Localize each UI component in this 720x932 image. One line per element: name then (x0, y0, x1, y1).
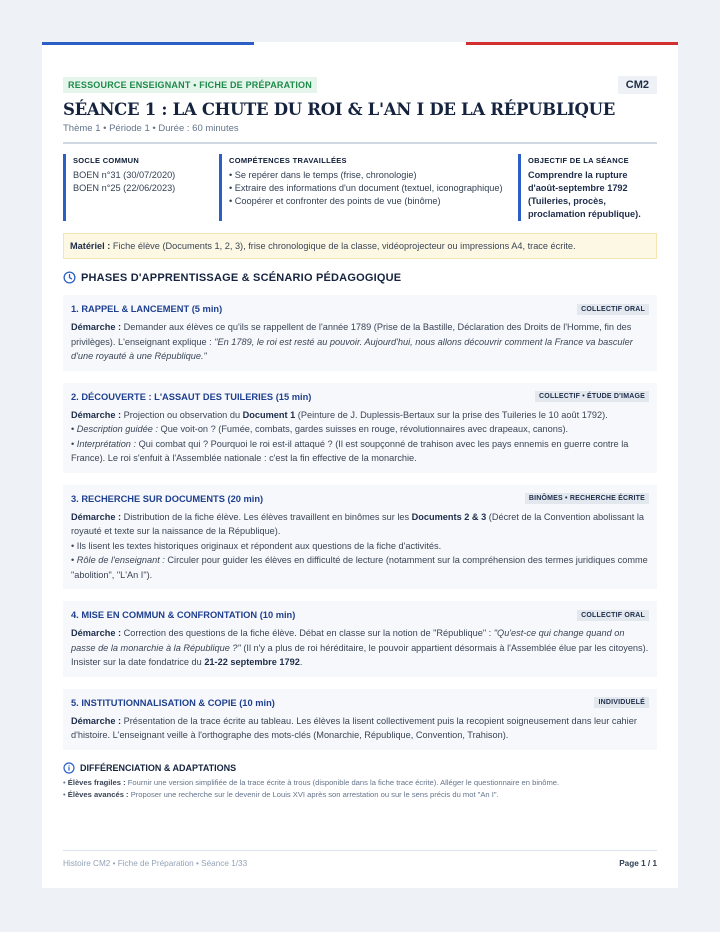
differenciation-text: Fournir une version simplifiée de la trace écrite à trous (disponible dans la fiche trace écrite). Alléger le questionnaire en binôme. (127, 777, 560, 787)
phase-card (63, 689, 657, 750)
socle-commun-block (63, 154, 212, 221)
group-label: Élèves avancés : (67, 790, 129, 799)
phase-paragraph: • Description guidée : Que voit-on ? (Fumée, combats, gardes suisses en rouge, révolutionnaires avec drapeaux, canons). (71, 424, 569, 434)
phase-card (63, 295, 657, 371)
resource-tag: RESSOURCE ENSEIGNANT • FICHE DE PRÉPARATION (63, 77, 317, 93)
phase-text: Présentation de la trace écrite au tableau. Les élèves la lisent collectivement puis la recopient soigneusement dans leur cahier d'histoire. L'enseignant veille à l'orthographe des mots-clés (Monarchie, République, Convention, Trahison). (71, 715, 637, 740)
phase-body (71, 714, 649, 743)
phase-title: 2. DÉCOUVERTE : L'ASSAUT DES TUILERIES (15 min) (71, 391, 312, 402)
key-date: 21-22 septembre 1792 (204, 657, 300, 667)
page-subtitle: Thème 1 • Période 1 • Durée : 60 minutes (63, 123, 239, 134)
phase-mode-badge: INDIVIDUELÉ (594, 697, 649, 708)
flag-stripe-blue (42, 42, 254, 45)
differenciation-item: • Élèves fragiles : Fournir une version simplifiée de la trace écrite à trous (disponible dans la fiche trace écrite). Alléger le questionnaire en binôme. (63, 777, 560, 787)
phase-text: Que voit-on ? (Fumée, combats, gardes suisses en rouge, révolutionnaires avec drapeaux, canons). (160, 424, 569, 434)
phase-header (71, 696, 649, 710)
demarche-label: Démarche : (71, 628, 122, 638)
competence-item: • Coopérer et confronter des points de vue (binôme) (228, 196, 441, 206)
header-divider (63, 142, 657, 144)
page-content (63, 76, 657, 802)
phases-list (63, 295, 657, 750)
page-footer (63, 850, 657, 868)
socle-line: BOEN n°25 (22/06/2023) (73, 183, 176, 193)
clock-icon (63, 271, 76, 284)
phase-quote: "En 1789, le roi est resté au pouvoir. Aujourd'hui, nous allons découvrir comment la France va basculer d'une royauté à une République." (71, 336, 633, 361)
differenciation-text: Proposer une recherche sur le devenir de Louis XVI après son arrestation ou sur le sens précis du mot "An I". (130, 790, 499, 799)
demarche-label: Démarche : (71, 322, 122, 332)
phase-body (71, 510, 649, 583)
objectif-text: Comprendre la rupture d'août-septembre 1792 (Tuileries, procès, proclamation république). (527, 170, 641, 219)
step-label: Interprétation : (76, 438, 137, 449)
differenciation-label: DIFFÉRENCIATION & ADAPTATIONS (80, 762, 237, 773)
step-label: Description guidée : (76, 424, 158, 434)
flag-stripe-white (254, 42, 466, 45)
phase-text: Distribution de la fiche élève. Les élèves travaillent en binômes sur les (123, 511, 410, 522)
phase-header (71, 492, 649, 506)
phase-text: Correction des questions de la fiche élève. Débat en classe sur la notion de "République" : (123, 628, 492, 638)
competences-block (219, 154, 511, 221)
phase-mode-badge: COLLECTIF ORAL (577, 610, 649, 621)
phase-mode-badge: COLLECTIF • ÉTUDE D'IMAGE (535, 391, 649, 402)
phase-mode-badge: BINÔMES • RECHERCHE ÉCRITE (525, 493, 649, 504)
objectif-title: OBJECTIF DE LA SÉANCE (527, 156, 629, 165)
phase-paragraph: • Ils lisent les textes historiques originaux et répondent aux questions de la fiche d'activités. (71, 540, 442, 551)
phase-card (63, 485, 657, 590)
page-title: SÉANCE 1 : LA CHUTE DU ROI & L'AN I DE LA RÉPUBLIQUE (63, 100, 615, 119)
info-circle-icon (63, 762, 75, 774)
phase-header (71, 302, 649, 316)
step-label: Rôle de l'enseignant : (76, 555, 165, 565)
phase-text: (Peinture de J. Duplessis-Bertaux sur la prise des Tuileries le 10 août 1792). (297, 409, 608, 420)
competence-item: • Se repérer dans le temps (frise, chronologie) (228, 170, 417, 180)
phases-section-label: PHASES D'APPRENTISSAGE & SCÉNARIO PÉDAGOGIQUE (81, 271, 402, 284)
phase-title: 5. INSTITUTIONNALISATION & COPIE (10 min) (71, 697, 275, 708)
phase-title: 3. RECHERCHE SUR DOCUMENTS (20 min) (71, 493, 264, 504)
phase-text: (Il n'y a plus de roi héréditaire, le pouvoir appartient désormais à l'Assemblée élue par les citoyens). Insister sur la date fondatrice du (71, 642, 649, 667)
socle-line: BOEN n°31 (30/07/2020) (73, 170, 176, 180)
competences-title: COMPÉTENCES TRAVAILLÉES (228, 156, 347, 165)
phase-body (71, 320, 649, 364)
demarche-label: Démarche : (71, 715, 122, 726)
phase-text: Circuler pour guider les élèves en difficulté de lecture (notamment sur la compréhension des termes juridiques comme "abolition", "L'An I"). (71, 555, 648, 580)
competence-item: • Extraire des informations d'un document (textuel, iconographique) (228, 183, 503, 193)
phases-section-title (63, 271, 657, 284)
footer-source: Histoire CM2 • Fiche de Préparation • Séance 1/33 (63, 859, 248, 868)
demarche-label: Démarche : (71, 409, 122, 420)
meta-grid (63, 154, 657, 221)
phase-quote: "Qu'est-ce qui change quand on passe de la monarchie à la République ?" (71, 628, 625, 653)
phase-mode-badge: COLLECTIF ORAL (577, 304, 649, 315)
materiel-label: Matériel : (70, 241, 111, 251)
document-ref: Documents 2 & 3 (411, 511, 487, 522)
socle-title: SOCLE COMMUN (73, 156, 140, 165)
objectif-block (518, 154, 657, 221)
phase-text: . (299, 657, 303, 667)
differenciation-title (63, 762, 657, 774)
differenciation-item: • Élèves avancés : Proposer une recherche sur le devenir de Louis XVI après son arrestation ou sur le sens précis du mot "An I". (63, 790, 499, 799)
phase-header (71, 390, 649, 404)
phase-text: Projection ou observation du (123, 409, 241, 420)
differenciation-body (63, 777, 657, 802)
demarche-label: Démarche : (71, 511, 122, 522)
phase-paragraph (71, 510, 649, 539)
header-topline (63, 76, 657, 94)
document-ref: Document 1 (242, 409, 296, 420)
phase-paragraph (71, 408, 649, 423)
flag-stripe-red (466, 42, 678, 45)
worksheet-page (42, 42, 678, 888)
phase-paragraph: • Interprétation : Qui combat qui ? Pourquoi le roi est-il attaqué ? (Il est soupçonné de trahison avec les pays ennemis en guerre contre la France). Le roi s'enfuit à l'Assemblée nationale : c'est la fin effective de la monarchie. (71, 438, 629, 463)
phase-body (71, 408, 649, 466)
phase-paragraph: • Rôle de l'enseignant : Circuler pour guider les élèves en difficulté de lecture (notamment sur la compréhension des termes juridiques comme "abolition", "L'An I"). (71, 555, 648, 580)
phase-body (71, 626, 649, 670)
phase-header (71, 608, 649, 622)
materiel-text: Fiche élève (Documents 1, 2, 3), frise chronologique de la classe, vidéoprojecteur ou impressions A4, trace écrite. (112, 241, 576, 251)
materiel-box (63, 233, 657, 259)
phase-title: 1. RAPPEL & LANCEMENT (5 min) (71, 304, 223, 314)
phase-text: (Décret de la Convention abolissant la royauté et texte sur la naissance de la République). (71, 511, 645, 536)
phase-card (63, 383, 657, 473)
phase-text: Demander aux élèves ce qu'ils se rappellent de l'année 1789 (Prise de la Bastille, Déclaration des Droits de l'Homme, fin des privilèges). L'enseignant explique : (71, 322, 632, 347)
level-badge: CM2 (618, 76, 657, 94)
group-label: Élèves fragiles : (67, 777, 126, 787)
phase-title: 4. MISE EN COMMUN & CONFRONTATION (10 min) (71, 610, 296, 620)
phase-card (63, 601, 657, 677)
page-number: Page 1 / 1 (619, 859, 657, 868)
phase-text: Qui combat qui ? Pourquoi le roi est-il attaqué ? (Il est soupçonné de trahison avec les pays ennemis en guerre contre la France). Le roi s'enfuit à l'Assemblée nationale : c'est la fin effective de la monarchie. (71, 438, 629, 463)
